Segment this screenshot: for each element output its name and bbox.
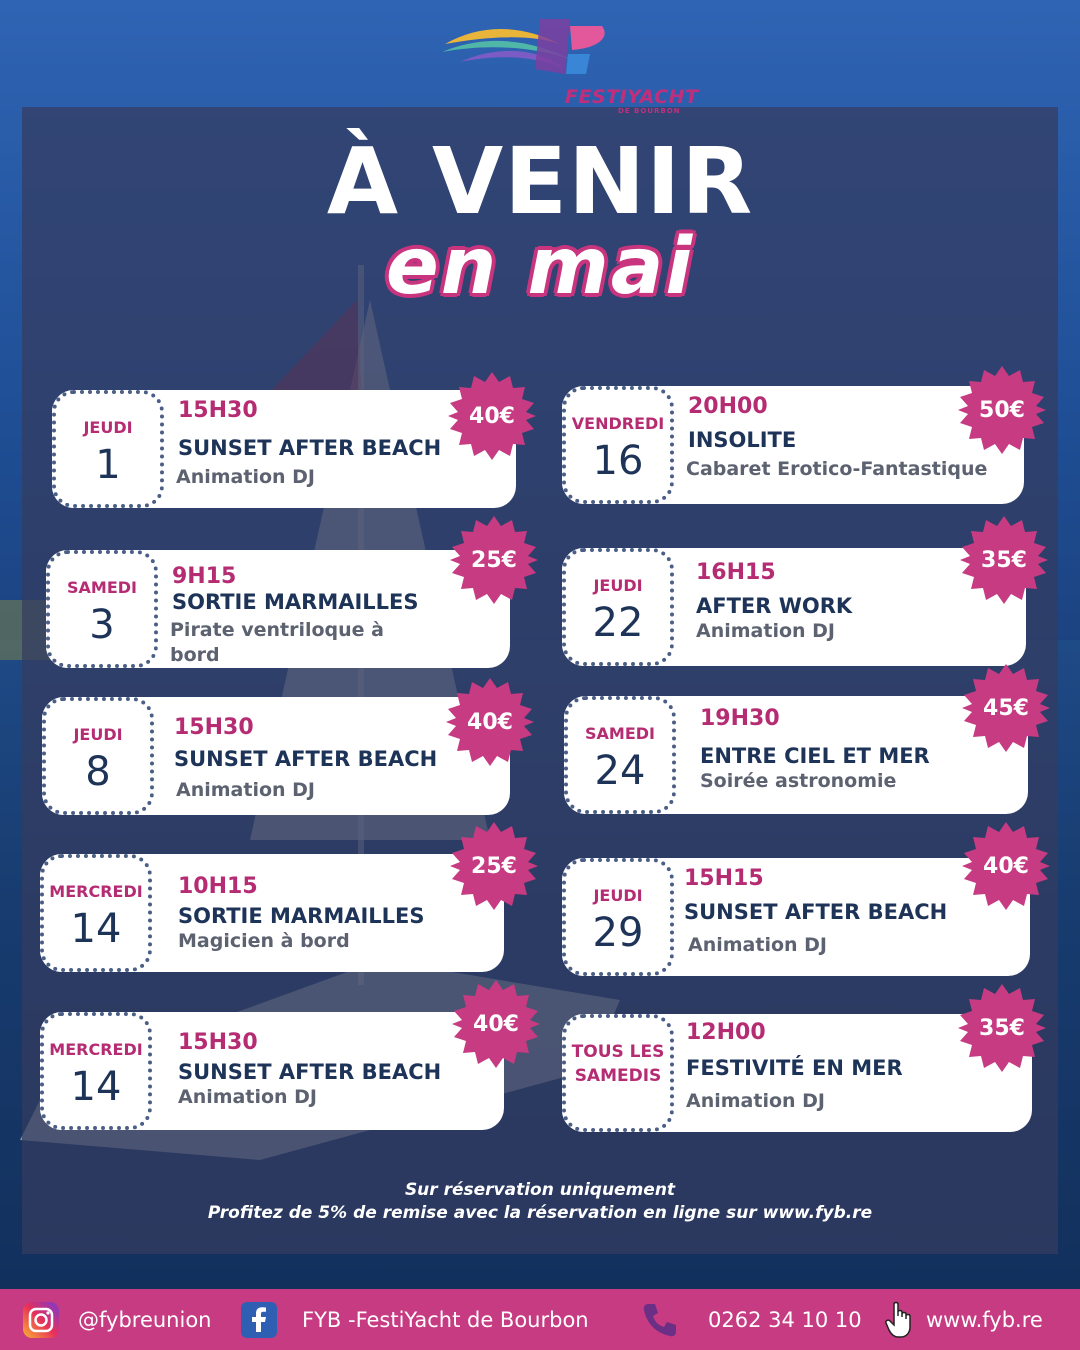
contact-bar <box>0 1289 1080 1350</box>
event-description: Magicien à bord <box>178 930 350 952</box>
event-name: SORTIE MARMAILLES <box>178 904 425 928</box>
event-date: 3 <box>89 602 115 648</box>
event-card[interactable] <box>46 550 510 668</box>
event-price: 35€ <box>981 547 1027 573</box>
phone-icon <box>640 1300 680 1340</box>
event-day: SAMEDI <box>585 724 655 743</box>
price-badge <box>958 366 1046 454</box>
date-box <box>562 1014 674 1132</box>
price-badge <box>452 980 540 1068</box>
event-name: SUNSET AFTER BEACH <box>684 900 948 924</box>
event-price: 40€ <box>983 853 1029 879</box>
event-date: 14 <box>70 906 122 952</box>
festiyacht-logo <box>440 14 700 115</box>
event-day: JEUDI <box>73 725 123 744</box>
event-price: 45€ <box>983 695 1029 721</box>
website-url: www.fyb.re <box>926 1307 1043 1332</box>
event-date: 29 <box>592 910 644 956</box>
event-price: 40€ <box>467 709 513 735</box>
event-description: Animation DJ <box>176 779 315 801</box>
event-card[interactable] <box>562 548 1026 666</box>
price-badge <box>450 516 538 604</box>
price-badge <box>962 822 1050 910</box>
instagram-handle: @fybreunion <box>78 1307 212 1332</box>
event-date: 22 <box>592 600 644 646</box>
event-card[interactable] <box>562 386 1024 504</box>
event-price: 25€ <box>471 853 517 879</box>
event-time: 12H00 <box>686 1020 766 1045</box>
event-day: TOUS LES SAMEDIS <box>571 1042 665 1086</box>
event-name: SUNSET AFTER BEACH <box>174 747 438 771</box>
event-description: Soirée astronomie <box>700 770 897 792</box>
event-description: Cabaret Erotico-Fantastique <box>686 458 988 480</box>
date-box <box>42 697 154 815</box>
instagram-link[interactable] <box>22 1289 212 1350</box>
phone-link[interactable] <box>640 1289 862 1350</box>
price-badge <box>958 984 1046 1072</box>
event-time: 9H15 <box>172 564 237 589</box>
event-day: MERCREDI <box>49 1040 143 1059</box>
date-box <box>52 390 164 508</box>
facebook-page: FYB -FestiYacht de Bourbon <box>302 1307 589 1332</box>
event-description: Animation DJ <box>688 934 827 956</box>
date-box <box>46 550 158 668</box>
price-badge <box>450 822 538 910</box>
event-name: FESTIVITÉ EN MER <box>686 1056 903 1080</box>
event-card[interactable] <box>40 1012 504 1130</box>
pointer-hand-icon <box>884 1300 916 1340</box>
page-title: À VENIR <box>326 128 754 235</box>
page-subtitle: en mai <box>385 222 695 312</box>
facebook-link[interactable] <box>240 1289 589 1350</box>
price-badge <box>960 516 1048 604</box>
event-time: 20H00 <box>688 394 768 419</box>
phone-number: 0262 34 10 10 <box>708 1307 862 1332</box>
event-card[interactable] <box>564 696 1028 814</box>
event-name: SUNSET AFTER BEACH <box>178 436 442 460</box>
event-day: JEUDI <box>83 418 133 437</box>
instagram-icon <box>22 1301 60 1339</box>
date-box <box>40 1012 152 1130</box>
event-time: 16H15 <box>696 560 776 585</box>
event-date: 14 <box>70 1064 122 1110</box>
event-card[interactable] <box>40 854 504 972</box>
event-day: JEUDI <box>593 576 643 595</box>
event-name: ENTRE CIEL ET MER <box>700 744 930 768</box>
event-day: SAMEDI <box>67 578 137 597</box>
event-price: 35€ <box>979 1015 1025 1041</box>
price-badge <box>448 372 536 460</box>
logo-name: FESTIYACHT <box>565 86 699 108</box>
event-name: AFTER WORK <box>696 594 853 618</box>
event-name: SUNSET AFTER BEACH <box>178 1060 442 1084</box>
date-box <box>564 696 676 814</box>
reservation-note: Sur réservation uniquement <box>404 1180 676 1200</box>
website-link[interactable] <box>884 1289 1043 1350</box>
event-date: 8 <box>85 749 111 795</box>
event-card[interactable] <box>562 858 1030 976</box>
event-description: Animation DJ <box>178 1086 317 1108</box>
event-name: INSOLITE <box>688 428 797 452</box>
date-box <box>562 386 674 504</box>
event-date: 16 <box>592 438 644 484</box>
event-time: 15H30 <box>174 715 254 740</box>
event-time: 10H15 <box>178 874 258 899</box>
event-description: Animation DJ <box>686 1090 825 1112</box>
logo-subname: DE BOURBON <box>618 107 681 115</box>
event-description: Animation DJ <box>176 466 315 488</box>
event-price: 40€ <box>469 403 515 429</box>
event-day: JEUDI <box>593 886 643 905</box>
facebook-icon <box>240 1301 278 1339</box>
event-time: 15H30 <box>178 398 258 423</box>
event-date: 24 <box>594 748 646 794</box>
event-name: SORTIE MARMAILLES <box>172 590 419 614</box>
event-time: 15H30 <box>178 1030 258 1055</box>
event-price: 50€ <box>979 397 1025 423</box>
date-box <box>40 854 152 972</box>
event-price: 25€ <box>471 547 517 573</box>
event-card[interactable] <box>42 697 510 815</box>
date-box <box>562 548 674 666</box>
event-time: 19H30 <box>700 706 780 731</box>
date-box <box>562 858 674 976</box>
event-time: 15H15 <box>684 866 764 891</box>
logo-wave-icon <box>440 14 610 86</box>
discount-note: Profitez de 5% de remise avec la réservation en ligne sur www.fyb.re <box>207 1203 873 1223</box>
event-day: VENDREDI <box>571 414 665 433</box>
price-badge <box>446 678 534 766</box>
event-date: 1 <box>95 442 121 488</box>
event-card[interactable] <box>52 390 516 508</box>
event-day: MERCREDI <box>49 882 143 901</box>
event-price: 40€ <box>473 1011 519 1037</box>
price-badge <box>962 664 1050 752</box>
event-description: Pirate ventriloque à bord <box>170 619 384 666</box>
event-description: Animation DJ <box>696 620 835 642</box>
